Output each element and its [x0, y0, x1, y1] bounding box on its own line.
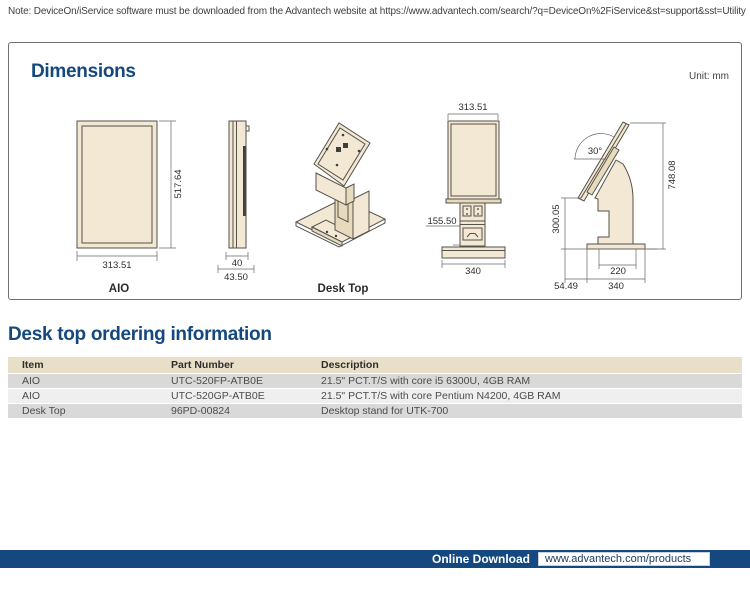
side-base-depth-dim: 340: [608, 281, 624, 292]
front-base-width-dim: 340: [465, 266, 481, 277]
header-item: Item: [8, 357, 157, 373]
aio-height-dim: 517.64: [173, 169, 184, 199]
note-text: Note: DeviceOn/iService software must be downloaded from the Advantech website at https://www.advantech.com/search/?q=DeviceOn%2FiService&st=support&sst=Utility: [8, 6, 746, 17]
aio-side-view: [218, 121, 254, 283]
cell-description: 21.5" PCT.T/S with core i5 6300U, 4GB RAM: [307, 373, 742, 388]
table-row: [8, 403, 742, 418]
side-tilt-angle-dim: 30°: [587, 146, 603, 157]
dimension-drawings: [9, 43, 741, 299]
cell-description: 21.5" PCT.T/S with core Pentium N4200, 4GB RAM: [307, 388, 742, 403]
cell-description: Desktop stand for UTK-700: [307, 403, 742, 418]
header-description: Description: [307, 357, 742, 373]
aio-view-label: AIO: [108, 283, 130, 295]
table-row: [8, 373, 742, 388]
front-top-width-dim: 313.51: [458, 102, 488, 113]
cell-part-number: UTC-520FP-ATB0E: [157, 373, 307, 388]
aio-front-view: [77, 121, 184, 271]
desktop-view-label: Desk Top: [317, 283, 369, 295]
ordering-title: Desk top ordering information: [8, 324, 272, 345]
desktop-isometric-view: [296, 123, 385, 247]
footer-bar: [0, 550, 750, 568]
table-header-row: [8, 357, 742, 373]
ordering-table: [8, 357, 742, 419]
side-column-base-dim: 220: [610, 266, 626, 277]
aio-width-dim: 313.51: [102, 260, 132, 271]
website-link[interactable]: www.advantech.com/products: [538, 552, 710, 566]
header-part-number: Part Number: [157, 357, 307, 373]
cell-item: AIO: [8, 388, 157, 403]
cell-item: AIO: [8, 373, 157, 388]
aio-total-depth-dim: 43.50: [224, 272, 248, 283]
dimensions-panel: [8, 42, 742, 300]
cell-part-number: UTC-520GP-ATB0E: [157, 388, 307, 403]
side-stand-height-dim: 300.05: [551, 204, 562, 234]
cell-item: Desk Top: [8, 403, 157, 418]
online-download-label: Online Download: [432, 552, 530, 566]
dimensions-title: Dimensions: [31, 61, 136, 82]
side-front-offset-dim: 54.49: [554, 281, 578, 292]
aio-depth-dim: 40: [231, 258, 243, 269]
side-total-height-dim: 748.08: [667, 160, 678, 190]
table-row: [8, 388, 742, 403]
desktop-side-view: [551, 122, 678, 292]
front-column-height-dim: 155.50: [427, 216, 457, 227]
desktop-front-view: [426, 102, 505, 277]
cell-part-number: 96PD-00824: [157, 403, 307, 418]
unit-label: Unit: mm: [689, 71, 729, 82]
